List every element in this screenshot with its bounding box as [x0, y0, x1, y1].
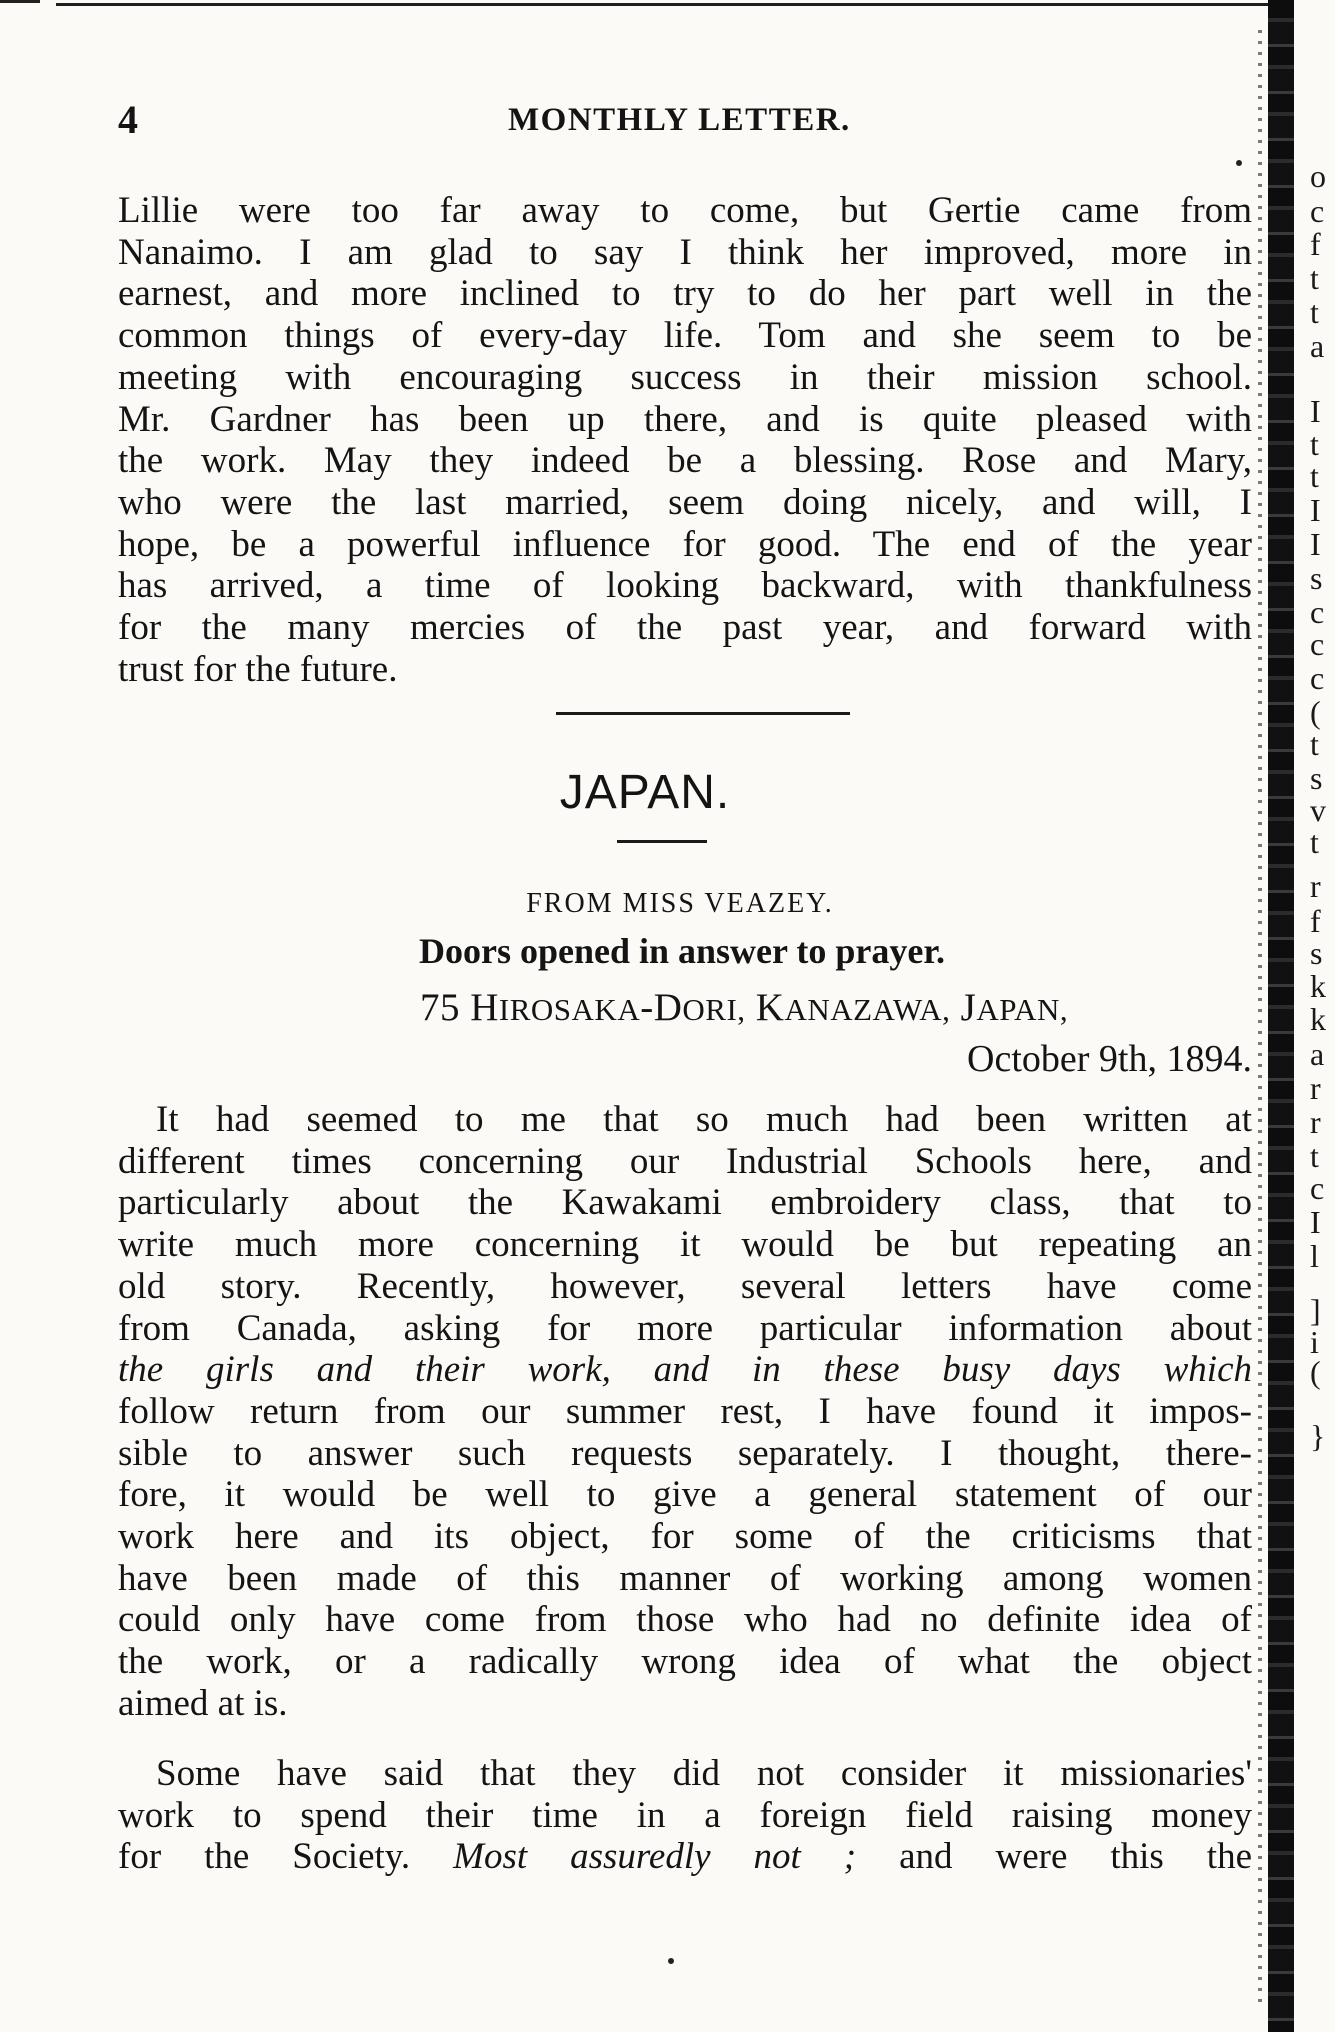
address-number: 75 — [420, 986, 460, 1029]
text-line: has arrived, a time of looking backward, with thankfulness — [118, 565, 1252, 607]
adjacent-page-letter: s — [1310, 560, 1323, 596]
line-start: for the Society. — [118, 1836, 411, 1878]
letter-paragraph-2 — [118, 1753, 1252, 1878]
binding-edge — [1258, 30, 1262, 2010]
text-line: Lillie were too far away to come, but Gertie came from — [118, 190, 1252, 231]
adjacent-page-letter: s — [1310, 935, 1323, 971]
adjacent-page-letter: r — [1310, 868, 1321, 904]
adjacent-page-letter: k — [1310, 968, 1326, 1004]
adjacent-page-letter: t — [1310, 458, 1319, 494]
section-divider — [556, 712, 850, 715]
adjacent-page-letter: c — [1310, 1170, 1325, 1206]
adjacent-page-letter: a — [1310, 328, 1325, 364]
address-street: HIROSAKA-DORI, KANAZAWA, JAPAN, — [470, 986, 1069, 1029]
adjacent-page-letter: I — [1310, 1204, 1321, 1240]
text-line: fore, it would be well to give a general statement of our — [118, 1474, 1252, 1516]
print-speck — [1236, 160, 1242, 166]
line-end: and were this the — [899, 1836, 1252, 1878]
text-line: trust for the future. — [118, 648, 398, 690]
text-line: the work. May they indeed be a blessing. Rose and Mary, — [118, 440, 1252, 482]
adjacent-page-letter: v — [1310, 792, 1326, 828]
adjacent-page-letter: l — [1310, 1238, 1319, 1274]
adjacent-page-letter: o — [1310, 158, 1326, 194]
letter-author: FROM MISS VEAZEY. — [526, 888, 834, 919]
adjacent-page-letter: r — [1310, 1104, 1321, 1140]
title-underline — [617, 840, 707, 843]
text-line: work to spend their time in a foreign field raising money — [118, 1794, 1252, 1836]
adjacent-page-letter: r — [1310, 1070, 1321, 1106]
paragraph-last-line — [118, 1836, 1252, 1878]
adjacent-page-letter: t — [1310, 824, 1319, 860]
adjacent-page-edge — [1310, 0, 1335, 2032]
text-line: from Canada, asking for more particular information about — [118, 1307, 1252, 1349]
text-line: It had seemed to me that so much had been written at — [156, 1099, 1252, 1140]
book-binding — [1268, 0, 1294, 2032]
italic-phrase: Most assuredly not ; — [453, 1836, 857, 1878]
text-line: hope, be a powerful influence for good. The end of the year — [118, 523, 1252, 565]
page-header — [118, 96, 1252, 140]
adjacent-page-letter: c — [1310, 193, 1325, 229]
text-line: aimed at is. — [118, 1682, 288, 1724]
adjacent-page-letter: } — [1310, 1418, 1326, 1454]
text-line: meeting with encouraging success in their mission school. — [118, 356, 1252, 398]
page-number: 4 — [118, 97, 138, 142]
adjacent-page-letter: ] — [1310, 1292, 1321, 1328]
text-line: old story. Recently, however, several letters have come — [118, 1265, 1252, 1307]
adjacent-page-letter: k — [1310, 1001, 1326, 1037]
adjacent-page-letter: I — [1310, 526, 1321, 562]
adjacent-page-letter: t — [1310, 426, 1319, 462]
text-line: Nanaimo. I am glad to say I think her improved, more in — [118, 231, 1252, 273]
adjacent-page-letter: f — [1310, 903, 1321, 939]
text-line: who were the last married, seem doing nicely, and will, I — [118, 481, 1252, 523]
letter-paragraph-1 — [118, 1099, 1252, 1725]
letter-date: October 9th, 1894. — [967, 1038, 1252, 1080]
text-line: different times concerning our Industrial Schools here, and — [118, 1140, 1252, 1182]
adjacent-page-letter: i — [1310, 1324, 1319, 1360]
text-line: for the many mercies of the past year, and forward with — [118, 607, 1252, 649]
adjacent-page-letter: s — [1310, 760, 1323, 796]
text-line: common things of every-day life. Tom and she seem to be — [118, 315, 1252, 357]
letter-subheading: Doors opened in answer to prayer. — [418, 931, 945, 971]
intro-paragraph — [118, 190, 1252, 690]
text-line — [118, 1349, 1252, 1391]
adjacent-page-letter: c — [1310, 594, 1325, 630]
text-line: the work, or a radically wrong idea of what the object — [118, 1641, 1252, 1683]
text-line: particularly about the Kawakami embroidery class, that to — [118, 1182, 1252, 1224]
adjacent-page-letter: c — [1310, 660, 1325, 696]
print-speck — [668, 1958, 674, 1964]
letter-address — [420, 985, 1068, 1030]
adjacent-page-letter: t — [1310, 726, 1319, 762]
adjacent-page-letter: t — [1310, 260, 1319, 296]
text-line: earnest, and more inclined to try to do her part well in the — [118, 273, 1252, 315]
text-line: write much more concerning it would be but repeating an — [118, 1224, 1252, 1266]
top-border-rule — [0, 0, 1335, 4]
adjacent-page-letter: ( — [1310, 1354, 1321, 1390]
text-line: follow return from our summer rest, I have found it impos- — [118, 1390, 1252, 1432]
adjacent-page-letter: ( — [1310, 694, 1321, 730]
adjacent-page-letter: t — [1310, 1138, 1319, 1174]
adjacent-page-letter: f — [1310, 226, 1321, 262]
running-title: MONTHLY LETTER. — [508, 102, 851, 138]
text-line: work here and its object, for some of the criticisms that — [118, 1516, 1252, 1558]
adjacent-page-letter: t — [1310, 294, 1319, 330]
text-line: Some have said that they did not consider it missionaries' — [156, 1753, 1252, 1794]
section-title: JAPAN. — [559, 766, 731, 819]
text-line: Mr. Gardner has been up there, and is quite pleased with — [118, 398, 1252, 440]
adjacent-page-letter: I — [1310, 393, 1321, 429]
adjacent-page-letter: a — [1310, 1036, 1325, 1072]
italic-phrase: the girls and their work, and in these busy days which — [118, 1349, 1252, 1391]
adjacent-page-letter: I — [1310, 492, 1321, 528]
adjacent-page-letter: c — [1310, 626, 1325, 662]
text-line: sible to answer such requests separately. I thought, there- — [118, 1432, 1252, 1474]
text-line: have been made of this manner of working among women — [118, 1557, 1252, 1599]
text-line: could only have come from those who had no definite idea of — [118, 1599, 1252, 1641]
